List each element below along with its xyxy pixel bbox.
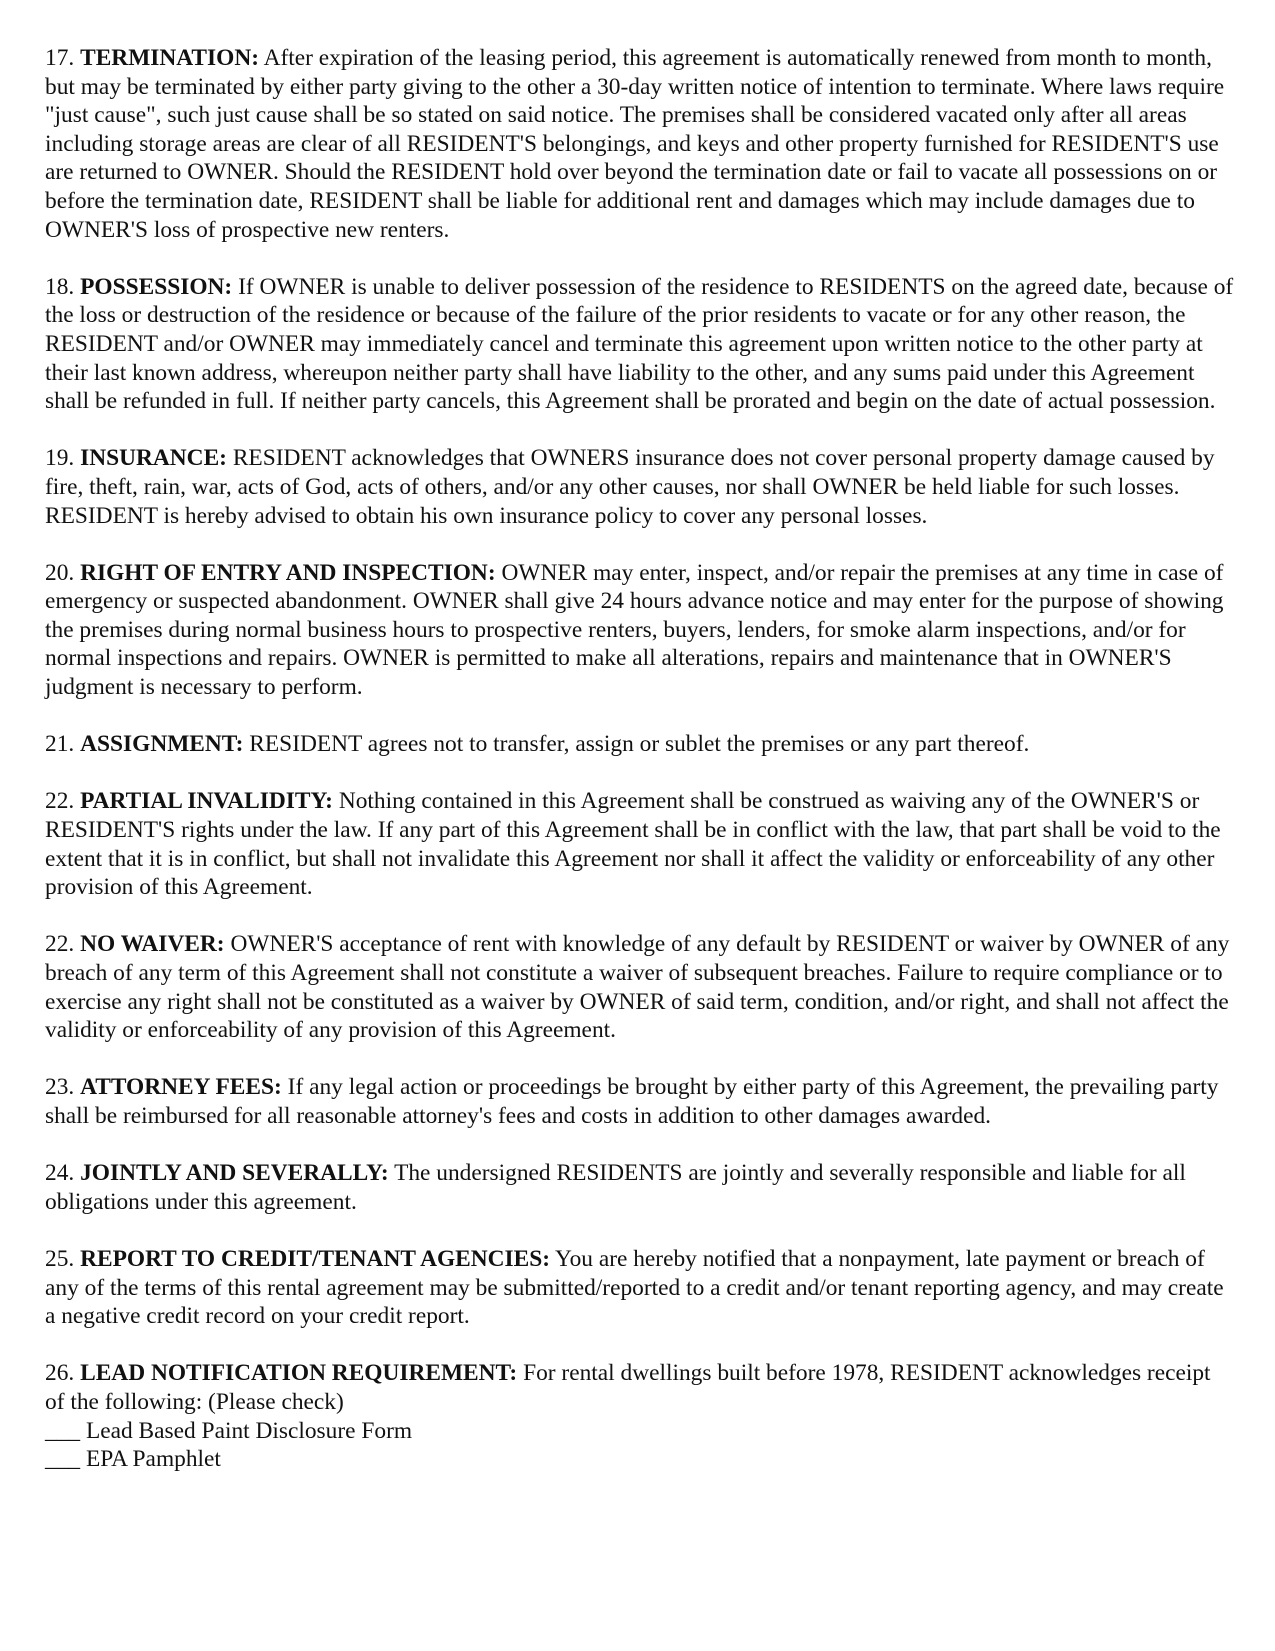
clause-number: 23. bbox=[45, 1074, 75, 1101]
clause-number: 17. bbox=[45, 45, 75, 71]
clause-partial-invalidity bbox=[45, 787, 1235, 901]
clause-lead-notification bbox=[45, 1359, 1235, 1416]
checklist-item-lead-disclosure bbox=[45, 1417, 1235, 1446]
clause-body: OWNER'S acceptance of rent with knowledge of any default by RESIDENT or waiver by OWNER of any breach of any term of this Agreement shall not constitute a waiver of subsequent breaches. Failure to require compliance or to exercise any right shall not be constituted as a waiver by OWNER of said term, condition, and/or right, and shall not affect the validity or enforceability of any provision of this Agreement. bbox=[45, 931, 1230, 1044]
clause-heading: TERMINATION: bbox=[80, 45, 260, 71]
check-blank[interactable]: ___ bbox=[45, 1417, 81, 1444]
clause-number: 25. bbox=[45, 1245, 75, 1272]
clause-number: 26. bbox=[45, 1360, 75, 1387]
clause-body: OWNER may enter, inspect, and/or repair the premises at any time in case of emergency or suspected abandonment. OWNER shall give 24 hours advance notice and may enter for the purpose of showing the premises during normal business hours to prospective renters, buyers, lenders, for smoke alarm inspections, and/or for normal inspections and repairs. OWNER is permitted to make all alterations, repairs and maintenance that in OWNER'S judgment is necessary to perform. bbox=[45, 559, 1224, 701]
check-blank[interactable]: ___ bbox=[45, 1446, 81, 1473]
document-page bbox=[45, 44, 1235, 1474]
clause-body: Nothing contained in this Agreement shall be construed as waiving any of the OWNER'S or RESIDENT'S rights under the law. If any part of this Agreement shall be in conflict with the law, that part shall be void to the extent that it is in conflict, but shall not invalidate this Agreement nor shall it affect the validity or enforceability of any other provision of this Agreement. bbox=[45, 788, 1221, 901]
clause-heading: REPORT TO CREDIT/TENANT AGENCIES: bbox=[80, 1245, 551, 1272]
clause-assignment bbox=[45, 730, 1235, 759]
clause-heading: INSURANCE: bbox=[80, 445, 227, 472]
clause-right-of-entry bbox=[45, 559, 1235, 702]
clause-insurance bbox=[45, 444, 1235, 530]
clause-heading: ATTORNEY FEES: bbox=[80, 1074, 282, 1101]
clause-body: After expiration of the leasing period, this agreement is automatically renewed from month to month, but may be terminated by either party giving to the other a 30-day written notice of intention to terminate. Where laws require "just cause", such just cause shall be so stated on said notice. The premises shall be considered vacated only after all areas including storage areas are clear of all RESIDENT'S belongings, and keys and other property furnished for RESIDENT'S use are returned to OWNER. Should the RESIDENT hold over beyond the termination date or fail to vacate all possessions on or before the termination date, RESIDENT shall be liable for additional rent and damages which may include damages due to OWNER'S loss of prospective new renters. bbox=[45, 45, 1225, 243]
clause-heading: PARTIAL INVALIDITY: bbox=[80, 788, 333, 815]
clause-report-to-credit bbox=[45, 1245, 1235, 1331]
clause-body: RESIDENT agrees not to transfer, assign or sublet the premises or any part thereof. bbox=[249, 731, 1030, 758]
clause-heading: LEAD NOTIFICATION REQUIREMENT: bbox=[80, 1360, 518, 1387]
clause-heading: JOINTLY AND SEVERALLY: bbox=[80, 1160, 389, 1187]
clause-body: If any legal action or proceedings be brought by either party of this Agreement, the prevailing party shall be reimbursed for all reasonable attorney's fees and costs in addition to other damages awarded. bbox=[45, 1074, 1219, 1129]
clause-number: 21. bbox=[45, 731, 75, 758]
clause-number: 24. bbox=[45, 1160, 75, 1187]
clause-number: 22. bbox=[45, 931, 75, 958]
clause-body: RESIDENT acknowledges that OWNERS insurance does not cover personal property damage caused by fire, theft, rain, war, acts of God, acts of others, and/or any other causes, nor shall OWNER be held liable for such losses. RESIDENT is hereby advised to obtain his own insurance policy to cover any personal losses. bbox=[45, 445, 1215, 529]
clause-number: 19. bbox=[45, 445, 75, 472]
clause-heading: POSSESSION: bbox=[80, 273, 233, 300]
clause-body: If OWNER is unable to deliver possession of the residence to RESIDENTS on the agreed date, because of the loss or destruction of the residence or because of the failure of the prior residents to vacate or for any other reason, the RESIDENT and/or OWNER may immediately cancel and terminate this agreement upon written notice to the other party at their last known address, whereupon neither party shall have liability to the other, and any sums paid under this Agreement shall be refunded in full. If neither party cancels, this Agreement shall be prorated and begin on the date of actual possession. bbox=[45, 273, 1234, 415]
clause-body: For rental dwellings built before 1978, RESIDENT acknowledges receipt of the following: (Please check) bbox=[45, 1360, 1211, 1415]
clause-body: The undersigned RESIDENTS are jointly and severally responsible and liable for all obligations under this agreement. bbox=[45, 1160, 1186, 1215]
clause-heading: RIGHT OF ENTRY AND INSPECTION: bbox=[80, 559, 496, 586]
clause-attorney-fees bbox=[45, 1073, 1235, 1130]
clause-termination bbox=[45, 44, 1235, 244]
clause-heading: ASSIGNMENT: bbox=[80, 731, 244, 758]
clause-jointly-and-severally bbox=[45, 1159, 1235, 1216]
checklist-item-label: Lead Based Paint Disclosure Form bbox=[85, 1417, 413, 1444]
checklist-item-epa-pamphlet bbox=[45, 1445, 1235, 1474]
clause-body: You are hereby notified that a nonpayment, late payment or breach of any of the terms of this rental agreement may be submitted/reported to a credit and/or tenant reporting agency, and may create a negative credit record on your credit report. bbox=[45, 1245, 1224, 1330]
clause-possession bbox=[45, 273, 1235, 416]
clause-number: 20. bbox=[45, 559, 75, 586]
clause-number: 18. bbox=[45, 273, 75, 300]
clause-number: 22. bbox=[45, 788, 75, 815]
checklist-item-label: EPA Pamphlet bbox=[85, 1446, 221, 1473]
clause-no-waiver bbox=[45, 930, 1235, 1044]
clause-heading: NO WAIVER: bbox=[80, 931, 225, 958]
